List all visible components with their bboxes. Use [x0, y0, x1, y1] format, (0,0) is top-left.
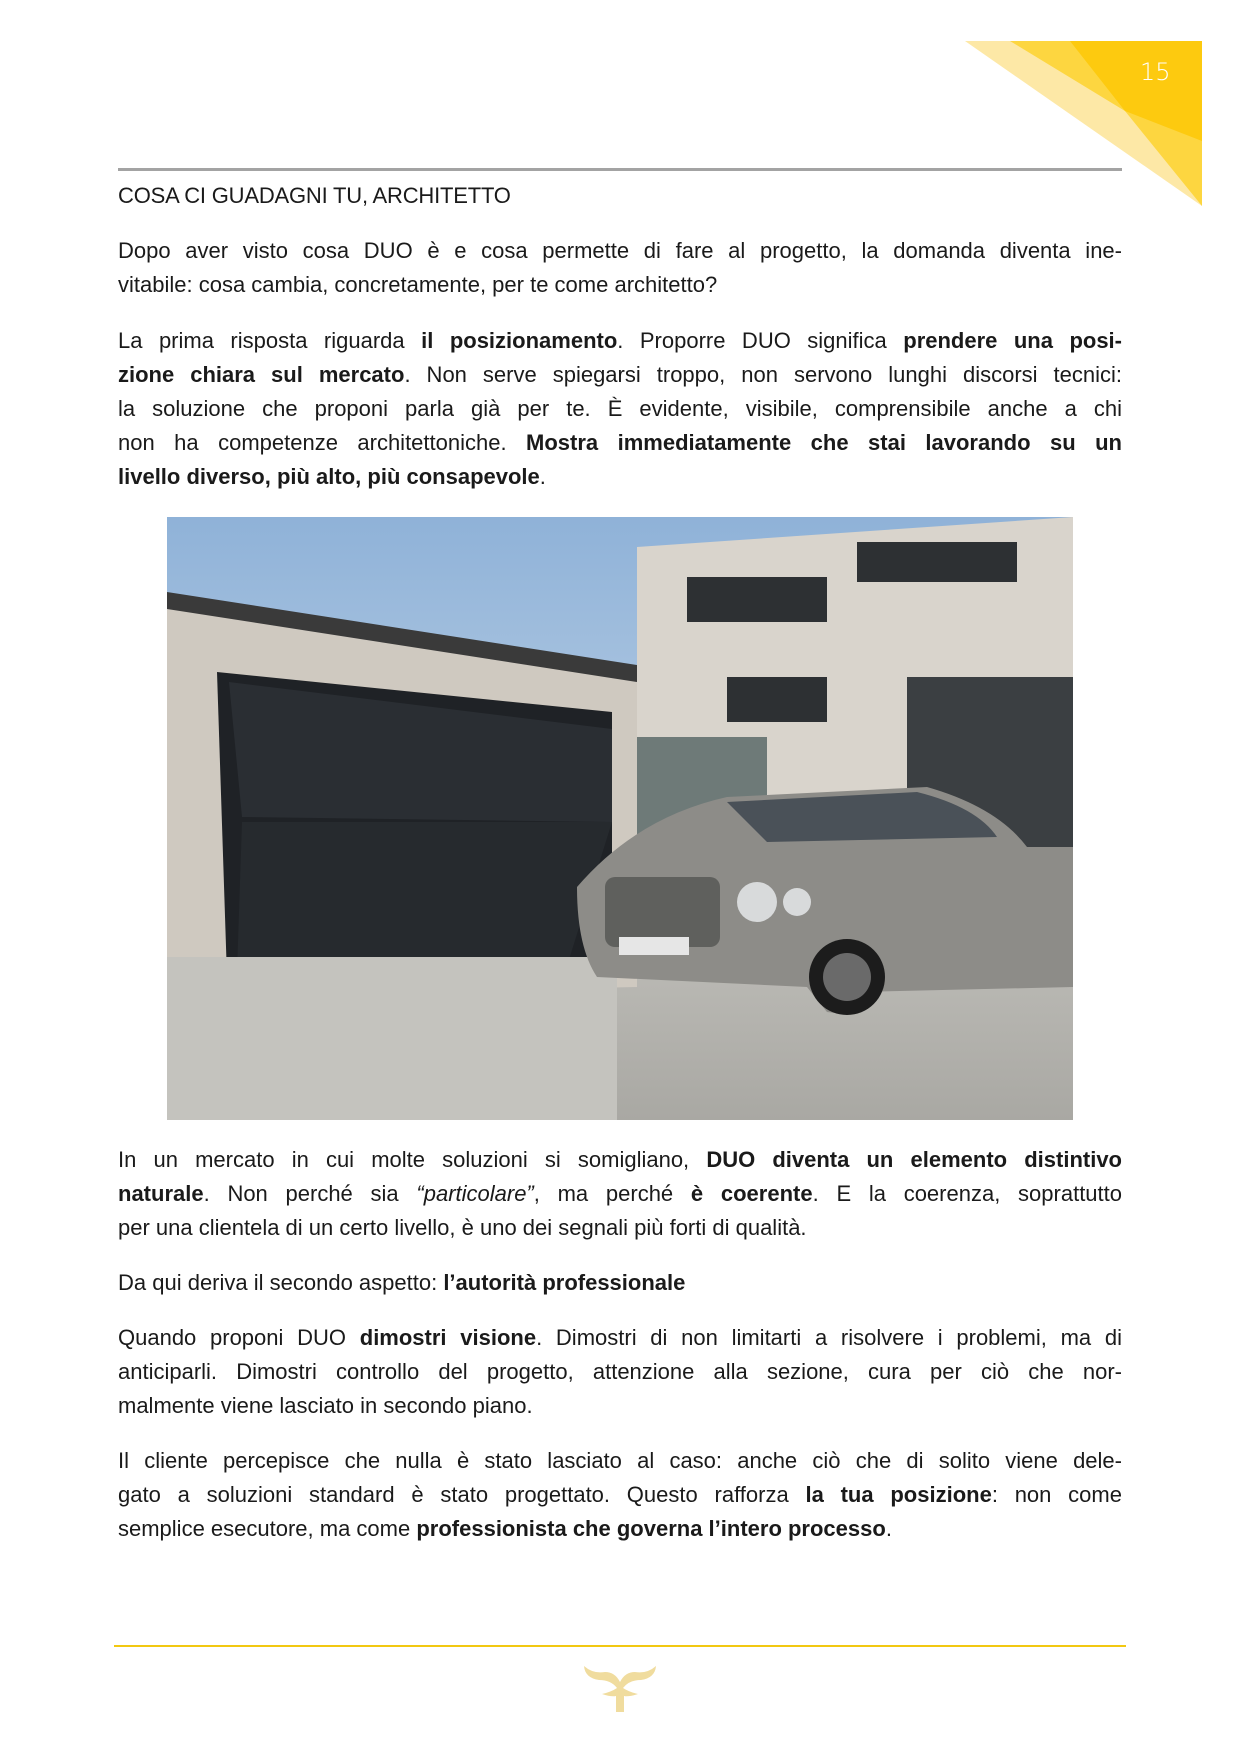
text-line — [118, 1143, 1122, 1177]
garage-door-car-photo — [167, 517, 1073, 1120]
text-line — [118, 1444, 1122, 1478]
body-text: semplice esecutore, ma come — [118, 1516, 417, 1541]
body-text: In un mercato in cui molte soluzioni si somigliano, — [118, 1147, 707, 1172]
emphasis-text: zione chiara sul mercato — [118, 362, 405, 387]
emphasis-text: Mostra immediatamente che stai lavorando su un — [526, 430, 1122, 455]
emphasis-text: è coerente — [690, 1181, 813, 1206]
text-line — [118, 234, 1122, 268]
body-text: anticiparli. Dimostri controllo del progetto, attenzione alla sezione, cura per ciò che nor- — [118, 1359, 1122, 1384]
body-text: malmente viene lasciato in secondo piano. — [118, 1393, 533, 1418]
paragraph-intro — [118, 234, 1122, 302]
body-text: . — [885, 1516, 892, 1541]
body-text: Il cliente percepisce che nulla è stato lasciato al caso: anche ciò che di solito viene dele- — [118, 1448, 1122, 1473]
text-line — [118, 1389, 1122, 1423]
text-line — [118, 1177, 1122, 1211]
body-text: gato a soluzioni standard è stato progettato. Questo rafforza — [118, 1482, 806, 1507]
body-text: . Non serve spiegarsi troppo, non servono lunghi discorsi tecnici: — [404, 362, 1122, 387]
text-line — [118, 268, 1122, 302]
emphasis-text: dimostri visione — [359, 1325, 537, 1350]
paragraph-authority-intro — [118, 1266, 1122, 1300]
header-rule — [118, 168, 1122, 171]
body-text: , ma perché — [533, 1181, 691, 1206]
paragraph-positioning — [118, 324, 1122, 494]
body-text: la soluzione che proponi parla già per te. È evidente, visibile, comprensibile anche a chi — [118, 396, 1122, 421]
paragraph-vision — [118, 1321, 1122, 1423]
text-line — [118, 460, 1122, 494]
body-text: . Non perché sia — [203, 1181, 417, 1206]
body-text: non ha competenze architettoniche. — [118, 430, 527, 455]
emphasis-text: professionista che governa l’intero processo — [416, 1516, 886, 1541]
text-line — [118, 324, 1122, 358]
body-text: : non come — [991, 1482, 1122, 1507]
body-text: La prima risposta riguarda — [118, 328, 422, 353]
body-text: Quando proponi DUO — [118, 1325, 360, 1350]
text-line — [118, 1512, 1122, 1546]
body-text: Dopo aver visto cosa DUO è e cosa permette di fare al progetto, la domanda diventa ine- — [118, 238, 1122, 263]
emphasis-text: l’autorità professionale — [443, 1270, 686, 1295]
brand-logo-icon — [583, 1666, 657, 1714]
emphasis-text: livello diverso, più alto, più consapevole — [118, 464, 540, 489]
text-line — [118, 1321, 1122, 1355]
body-text: . — [539, 464, 546, 489]
emphasis-text: DUO diventa un elemento distintivo — [706, 1147, 1122, 1172]
emphasis-text: naturale — [118, 1181, 204, 1206]
text-line — [118, 426, 1122, 460]
emphasis-text: la tua posizione — [805, 1482, 992, 1507]
text-line — [118, 1266, 1122, 1300]
text-line — [118, 1355, 1122, 1389]
italic-text: “particolare” — [416, 1181, 534, 1206]
body-text: . E la coerenza, soprattutto — [812, 1181, 1122, 1206]
body-text: . Dimostri di non limitarti a risolvere i problemi, ma di — [536, 1325, 1122, 1350]
body-text: Da qui deriva il secondo aspetto: — [118, 1270, 444, 1295]
body-text: vitabile: cosa cambia, concretamente, per te come architetto? — [118, 272, 718, 297]
text-line — [118, 392, 1122, 426]
text-line — [118, 1211, 1122, 1245]
text-line — [118, 358, 1122, 392]
text-line — [118, 1478, 1122, 1512]
paragraph-client-perception — [118, 1444, 1122, 1546]
page-number: 15 — [1140, 58, 1171, 86]
paragraph-distinctive — [118, 1143, 1122, 1245]
emphasis-text: prendere una posi- — [903, 328, 1122, 353]
body-text: . Proporre DUO significa — [617, 328, 904, 353]
body-text: per una clientela di un certo livello, è uno dei segnali più forti di qualità. — [118, 1215, 807, 1240]
section-heading: COSA CI GUADAGNI TU, ARCHITETTO — [118, 183, 511, 208]
footer-rule — [114, 1645, 1126, 1647]
emphasis-text: il posizionamento — [421, 328, 618, 353]
